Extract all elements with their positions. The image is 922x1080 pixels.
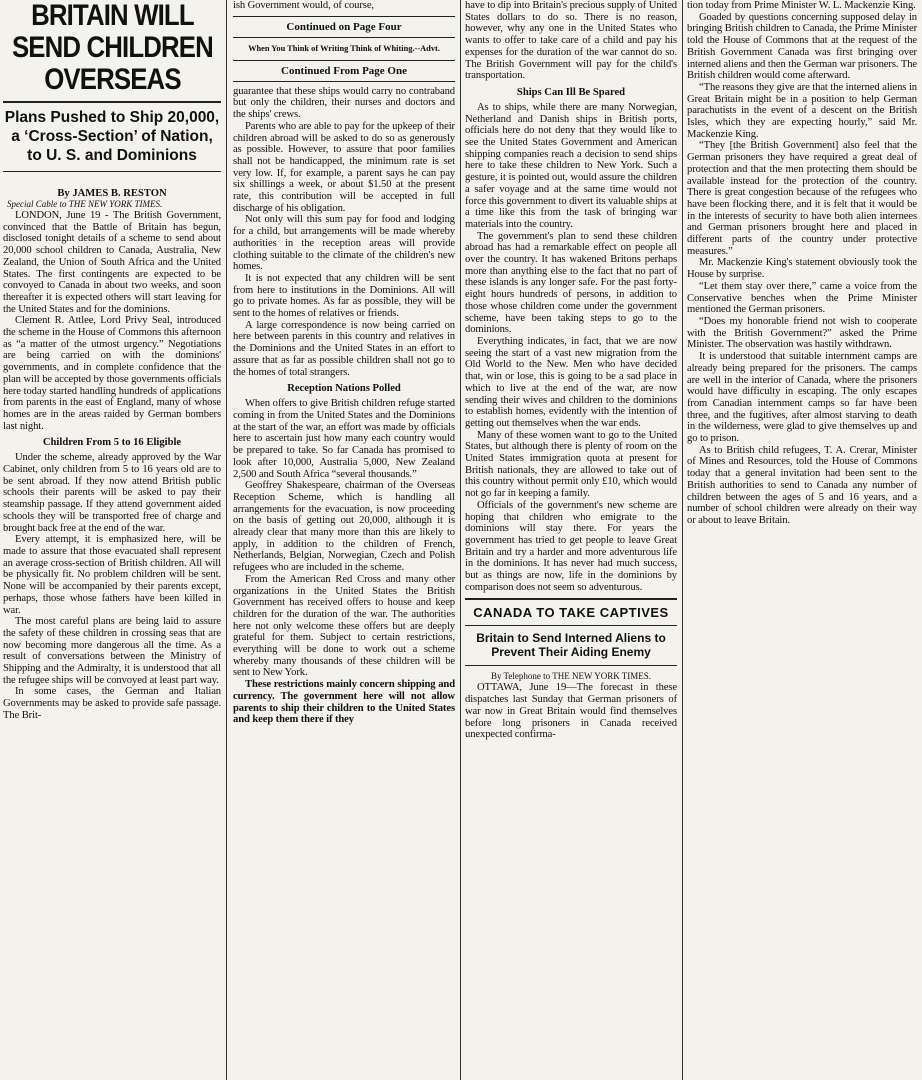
paragraph: In some cases, the German and Italian Governments may be asked to provide safe passage. The Brit- <box>3 686 221 721</box>
paragraph: guarantee that these ships would carry no contraband but only the children, their nurses and doctors and the ships' crews. <box>233 85 455 121</box>
paragraph: LONDON, June 19 - The British Government, convinced that the Battle of Britain has begun, disclosed tonight details of a scheme to send about 20,000 school children to Canada, Australia, New Zealand, the Union of South Africa and the United States. The first contingents are expected to be convoyed to Canada in about two weeks, and soon thereafter it is expected others will start leaving for the United States and for the dominions. <box>3 210 221 315</box>
column-rule <box>226 0 227 1080</box>
paragraph: When offers to give British children refuge started coming in from the United States and the Dominions at the start of the war, an effort was made by officials here to ascertain just how many each country would be prepared to take. So far Canada has promised to look after 10,000, Australia 5,000, New Zealand 2,500 and South Africa “several thousands.” <box>233 398 455 480</box>
headline-rule <box>3 101 221 103</box>
paragraph: As to ships, while there are many Norwegian, Netherland and Danish ships in British ports, officials here do not deny that they would like to see the United States Government and American shipping companies reach a decision to send ships here to take these children to New York. Such a gesture, it is pointed out, would assure the children a safer voyage and at the same time would not force this government to divert its valuable ships at a time like this from the task of bringing war materials into the country. <box>465 101 677 230</box>
column-rule <box>682 0 683 1080</box>
paragraph: Not only will this sum pay for food and lodging for a child, but arrangements will be made whereby authorities in the reception areas will provide clothing suitable to the climate of the children's new homes. <box>233 214 455 273</box>
column-2 <box>230 0 458 1080</box>
subhead: Reception Nations Polled <box>287 383 401 395</box>
paragraph: Every attempt, it is emphasized here, will be made to assure that those evacuated shall represent an average cross-section of British children. All will be physically fit. No problem children will be sent. None will be accompanied by their parents except, perhaps, those whose fathers have been killed in war. <box>3 534 221 616</box>
box-deck: Britain to Send Interned Aliens to Prevent Their Aiding Enemy <box>476 631 666 660</box>
subhead: Children From 5 to 16 Eligible <box>42 437 182 449</box>
subhead: Ships Can Ill Be Spared <box>516 86 626 98</box>
paragraph: It is not expected that any children will be sent from here to institutions in the Dominions. All will go to private homes. As far as possible, they will be sent to the homes of relatives or friends. <box>233 272 455 320</box>
headline-deck: Plans Pushed to Ship 20,000, a ‘Cross-Section’ of Nation, to U. S. and Dominions <box>4 109 220 164</box>
paragraph: “Let them stay over there,” came a voice from the Conservative benches when the Prime Minister mentioned the German prisoners. <box>687 280 917 316</box>
paragraph: Clement R. Attlee, Lord Privy Seal, introduced the scheme in the House of Commons this afternoon as “a matter of the utmost urgency.” Negotiations are being carried on with the dominions' governments, and in complete confidence that the plan will be accepted by those governments officials here today started handling hundreds of applications from parents in the east of England, many of whose homes are in the areas raided by German bombers last night. <box>3 315 221 432</box>
paragraph: ish Government would, of course, <box>233 0 374 11</box>
paragraph: Many of these women want to go to the United States, but although there is plenty of room on the United States immigration quota at present for British nationals, they are allowed to take out of this country without permit only £10, which would not go far in keeping a family. <box>465 429 677 500</box>
paragraph: “Does my honorable friend not wish to cooperate with the British Government?” asked the Prime Minister. The observation was hastily withdrawn. <box>687 315 917 351</box>
main-headline: BRITAIN WILL SEND CHILDREN OVERSEAS <box>11 0 213 96</box>
paragraph: Everything indicates, in fact, that we are now seeing the start of a vast new migration from the Old World to the New. Men who have decided that, win or lose, this is going to be a sad place in which to live at the end of the war, are now sending their wives and children to the dominions to establish homes, evidently with the intention of getting out themselves when the war ends. <box>465 335 677 429</box>
box-deck-rule <box>465 665 677 666</box>
paragraph: These restrictions mainly concern shipping and currency. The government here will not allow parents to ship their children to the United States and keep them there if they <box>233 679 455 726</box>
paragraph: have to dip into Britain's precious supply of United States dollars to do so. There is no reason, however, why any one in the United States who wants to offer to take care of a child and pay his expenses for the duration of the war cannot do so. The British Government will pay for the child's transportation. <box>465 0 677 82</box>
paragraph: A large correspondence is now being carried on here between parents in this country and relatives in the Dominions and the United States in an effort to assure that as far as possible children shall not go to the homes of total strangers. <box>233 319 455 378</box>
column-1 <box>0 0 224 1080</box>
paragraph: Parents who are able to pay for the upkeep of their children abroad will be asked to do so as generously as possible. However, to assure that poor families shall not be handicapped, the minimum rate is set very low. If, for example, a parent says he can pay six shillings a week, or about $1.50 at the present rate, this contribution will be accepted in full discharge of his obligation. <box>233 120 455 214</box>
paragraph: From the American Red Cross and many other organizations in the United States the British Government has received offers to house and keep children for the duration of the war. The authorities here not only welcome these offers but are deeply grateful for them. Subject to certain restrictions, everything will be done to work out a scheme whereby many thousands of these children will be sent to New York. <box>233 573 455 679</box>
paragraph: Under the scheme, already approved by the War Cabinet, only children from 5 to 16 years old are to be sent abroad. If they now attend British public schools their parents will be asked to pay their steamship passage. If they attend government aided schools they will be transported free of charge and brought back free at the end of the war. <box>3 452 221 534</box>
continued-on-label: Continued on Page Four <box>233 16 455 38</box>
paragraph: Officials of the government's new scheme are hoping that children who emigrate to the dominions will stay there. For years the government has tried to get people to leave Great Britain and try a harder and more adventurous life in the dominions. It has never had much success, but as things are now, life in the dominions by comparison does not seem so adventurous. <box>465 499 677 593</box>
paragraph: As to British child refugees, T. A. Crerar, Minister of Mines and Resources, told the House of Commons today that a general invitation had been sent to the British authorities to send to Canada any number of children between the ages of 5 and 16 years, and a number of school children were already on their way or about to leave Britain. <box>687 444 917 526</box>
paragraph: “The reasons they give are that the interned aliens in Great Britain might be in a position to help German parachutists in the event of a descent on the British Isles, which they are expecting hourly,” said Mr. Mackenzie King. <box>687 81 917 140</box>
paragraph: tion today from Prime Minister W. L. Mackenzie King. <box>687 0 916 11</box>
telephone-credit: By Telephone to THE NEW YORK TIMES. <box>490 671 652 682</box>
advertisement: When You Think of Writing Think of Whiting.--Advt. <box>248 43 440 53</box>
box-rule <box>465 598 677 600</box>
column-3 <box>462 0 680 1080</box>
paragraph: “They [the British Government] also feel that the German prisoners they have required a great deal of protection and that the men protecting them should be available instead for the protection of the country. There is great congestion because of the refugees who have been flocking there, and it is felt that it would be in the interests of security to have both alien internees and German prisoners brought here and placed in different parts of the country under protective measures.” <box>687 140 917 257</box>
byline: By JAMES B. RESTON <box>57 188 167 199</box>
paragraph: Geoffrey Shakespeare, chairman of the Overseas Reception Scheme, which is handling all arrangements for the evacuation, is now proceeding on the basis of getting out 20,000, although it is already clear that many more than this are likely to apply, in addition to the children of French, Netherlands, Belgian, Norwegian, Czech and Polish refugees who are included in the scheme. <box>233 480 455 574</box>
paragraph: Goaded by questions concerning supposed delay in bringing British children to Canada, the Prime Minister told the House of Commons that at the request of the British Government Canada was first bringing over interned aliens and then the German war prisoners. The British children would come afterward. <box>687 11 917 82</box>
paragraph: The government's plan to send these children abroad has had a remarkable effect on people all over the country. It has wakened Britons perhaps more than anything else to the fact that no part of these islands is any longer safe. For the past forty-eight hours hundreds of persons, in addition to those whose children come under the government scheme, have been taking steps to go to the dominions. <box>465 230 677 336</box>
paragraph: The most careful plans are being laid to assure the safety of these children in crossing seas that are now becoming more dangerous all the time. As a result of conversations between the Ministry of Shipping and the Admiralty, it is understood that all the refugee ships will be convoyed at least part way. <box>3 616 221 686</box>
paragraph: Mr. Mackenzie King's statement obviously took the House by surprise. <box>687 257 917 281</box>
continued-from-label: Continued From Page One <box>233 60 455 82</box>
paragraph: OTTAWA, June 19—The forecast in these dispatches last Sunday that German prisoners of war now in Great Britain would find themselves before long prisoners in Canada received unexpected confirma- <box>465 682 677 741</box>
paragraph: It is understood that suitable internment camps are already being prepared for the prisoners. The camps are well in the interior of Canada, where the prisoners would have difficulty in escaping. The only escapes from Canadian internment camps so far have been three, and the fugitives, after almost starving to death in the wilderness, were glad to give themselves up and go to prison. <box>687 351 917 445</box>
special-cable-credit: Special Cable to THE NEW YORK TIMES. <box>7 199 163 209</box>
box-headline: CANADA TO TAKE CAPTIVES <box>473 605 669 621</box>
column-4 <box>684 0 920 1080</box>
box-headline-rule <box>465 625 677 626</box>
deck-rule <box>3 171 221 172</box>
column-rule <box>460 0 461 1080</box>
